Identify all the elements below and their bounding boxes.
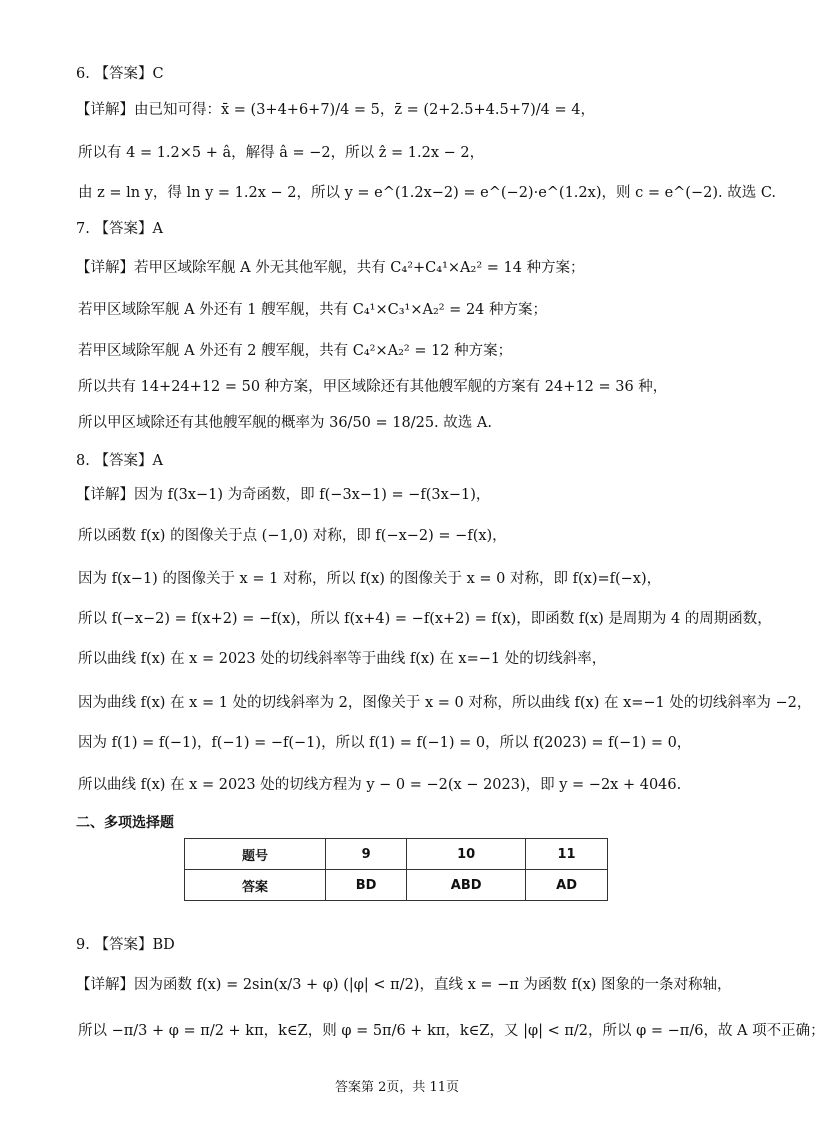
answer-table: [184, 838, 608, 901]
table-row: [185, 839, 608, 870]
page-footer: 答案第 2页，共 11页: [334, 1080, 460, 1095]
table-header-cell: 题号: [185, 839, 326, 870]
table-cell: BD: [326, 870, 407, 901]
q6-detail-line-3: 由 z = ln y，得 ln y = 1.2x − 2，所以 y = e^(1.2x−2) = e^(−2)·e^(1.2x)，则 c = e^(−2). 故选 C.: [78, 185, 777, 201]
q8-detail-line-4: 所以 f(−x−2) = f(x+2) = −f(x)，所以 f(x+4) = −f(x+2) = f(x)，即函数 f(x) 是周期为 4 的周期函数，: [78, 611, 772, 627]
table-header-cell: 9: [326, 839, 407, 870]
q7-detail-line-1: 【详解】若甲区域除军舰 A 外无其他军舰，共有 C₄²+C₄¹×A₂² = 14 种方案；: [76, 260, 585, 276]
q9-answer-heading: 9. 【答案】BD: [76, 937, 175, 953]
q7-detail-line-2: 若甲区域除军舰 A 外还有 1 艘军舰，共有 C₄¹×C₃¹×A₂² = 24 种方案；: [78, 302, 548, 318]
table-row: [185, 870, 608, 901]
table-cell: AD: [526, 870, 608, 901]
q8-detail-line-5: 所以曲线 f(x) 在 x = 2023 处的切线斜率等于曲线 f(x) 在 x=−1 处的切线斜率，: [78, 651, 607, 667]
q7-answer-heading: 7. 【答案】A: [76, 221, 163, 237]
table-header-cell: 10: [407, 839, 526, 870]
q8-detail-line-8: 所以曲线 f(x) 在 x = 2023 处的切线方程为 y − 0 = −2(x − 2023)，即 y = −2x + 4046.: [78, 777, 682, 793]
q6-detail-line-2: 所以有 4 = 1.2×5 + â，解得 â = −2，所以 ẑ = 1.2x − 2，: [78, 145, 485, 161]
q9-detail-line-1: 【详解】因为函数 f(x) = 2sin(x/3 + φ) (|φ| < π/2)，直线 x = −π 为函数 f(x) 图象的一条对称轴，: [76, 977, 732, 993]
table-cell: ABD: [407, 870, 526, 901]
q9-detail-line-2: 所以 −π/3 + φ = π/2 + kπ，k∈Z，则 φ = 5π/6 + kπ，k∈Z，又 |φ| < π/2，所以 φ = −π/6，故 A 项不正确；: [78, 1023, 825, 1039]
table-cell: 答案: [185, 870, 326, 901]
q6-detail-line-1: 【详解】由已知可得：x̄ = (3+4+6+7)/4 = 5，z̄ = (2+2.5+4.5+7)/4 = 4，: [76, 102, 595, 118]
q7-detail-line-5: 所以甲区域除还有其他艘军舰的概率为 36/50 = 18/25. 故选 A.: [78, 415, 492, 431]
q7-detail-line-4: 所以共有 14+24+12 = 50 种方案，甲区域除还有其他艘军舰的方案有 24+12 = 36 种，: [78, 379, 668, 395]
q6-answer-heading: 6. 【答案】C: [76, 66, 164, 82]
section-heading-multiple-choice: 二、多项选择题: [76, 815, 174, 831]
q8-detail-line-2: 所以函数 f(x) 的图像关于点 (−1,0) 对称，即 f(−x−2) = −f(x)，: [78, 528, 507, 544]
q8-detail-line-3: 因为 f(x−1) 的图像关于 x = 1 对称，所以 f(x) 的图像关于 x = 0 对称，即 f(x)=f(−x)，: [78, 571, 662, 587]
q7-detail-line-3: 若甲区域除军舰 A 外还有 2 艘军舰，共有 C₄²×A₂² = 12 种方案；: [78, 343, 513, 359]
q8-detail-line-7: 因为 f(1) = f(−1)，f(−1) = −f(−1)，所以 f(1) = f(−1) = 0，所以 f(2023) = f(−1) = 0，: [78, 735, 692, 751]
table-header-cell: 11: [526, 839, 608, 870]
q8-answer-heading: 8. 【答案】A: [76, 453, 163, 469]
q8-detail-line-6: 因为曲线 f(x) 在 x = 1 处的切线斜率为 2，图像关于 x = 0 对称，所以曲线 f(x) 在 x=−1 处的切线斜率为 −2，: [78, 695, 812, 711]
q8-detail-line-1: 【详解】因为 f(3x−1) 为奇函数，即 f(−3x−1) = −f(3x−1)，: [76, 487, 491, 503]
